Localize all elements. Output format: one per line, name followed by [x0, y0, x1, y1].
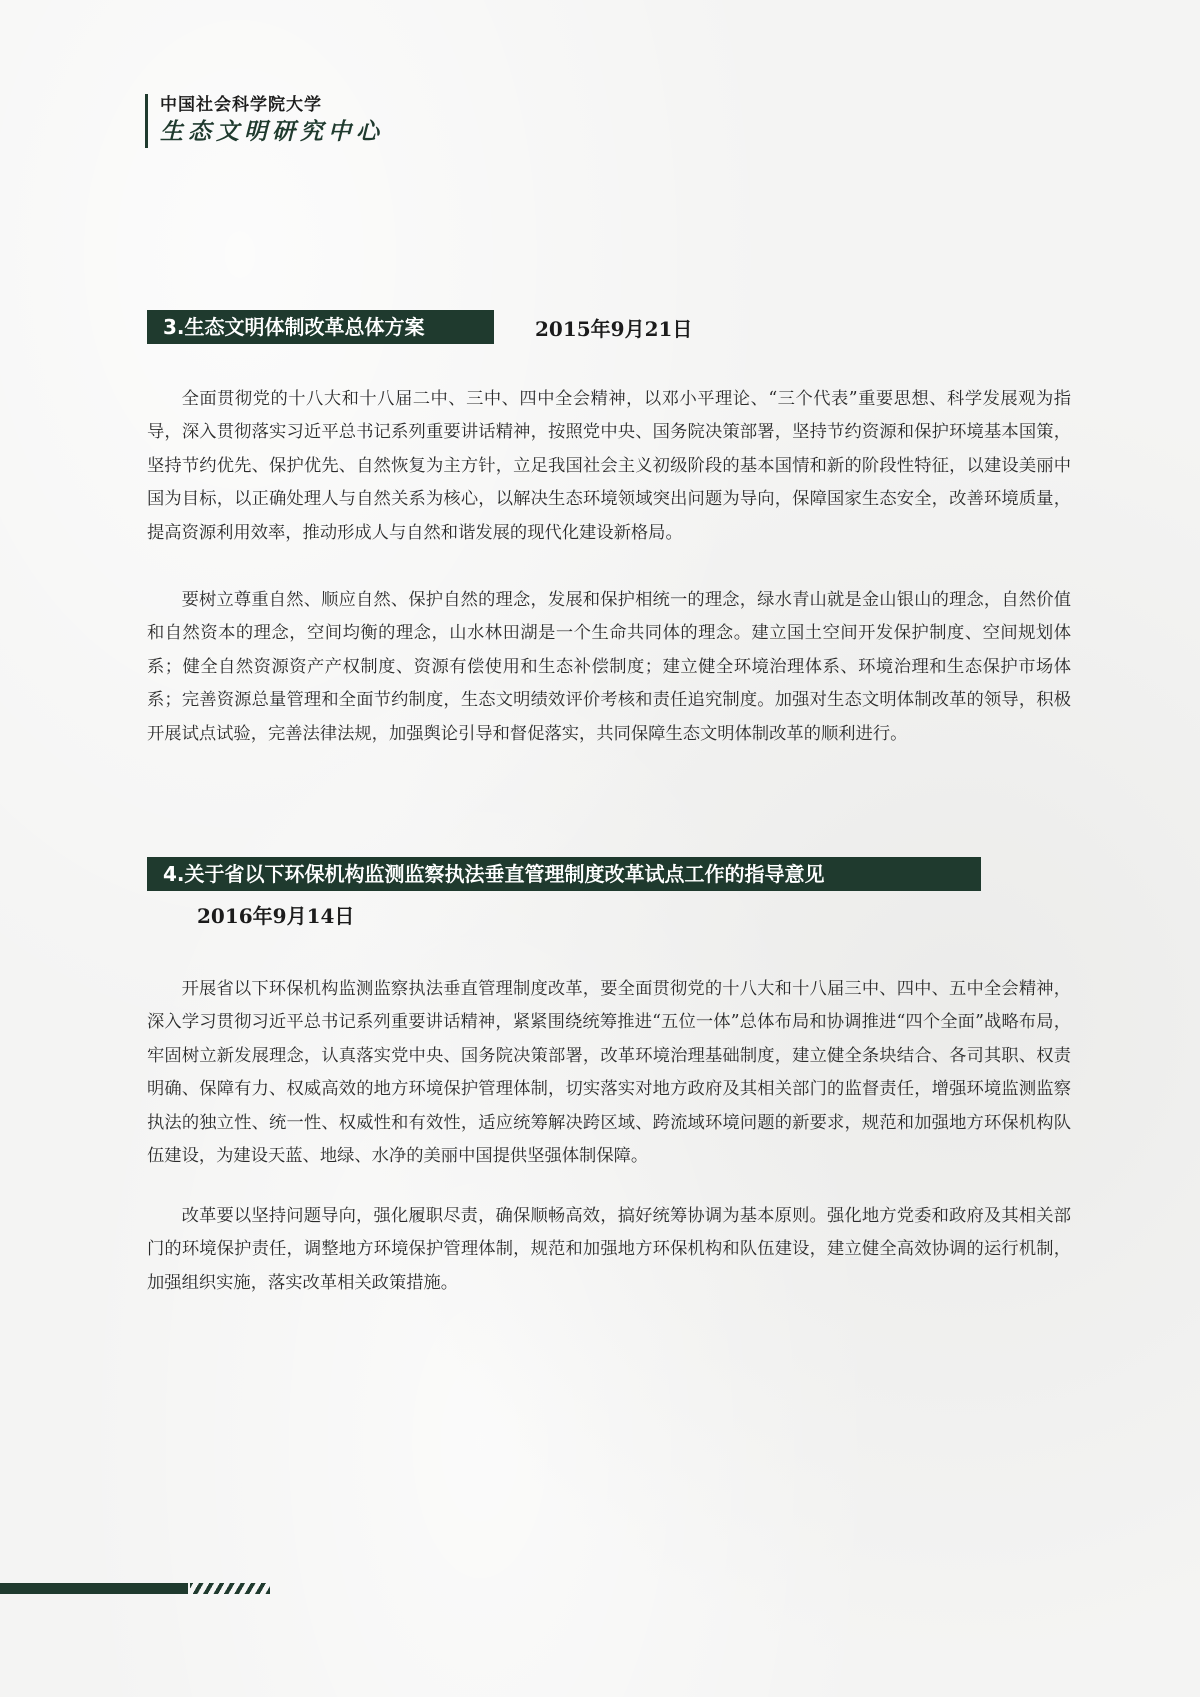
section-4-paragraph-1: 开展省以下环保机构监测监察执法垂直管理制度改革，要全面贯彻党的十八大和十八届三中、四中、五中全会精神，深入学习贯彻习近平总书记系列重要讲话精神，紧紧围绕统筹推进“五位一体”总体布局和协调推进“四个全面”战略布局，牢固树立新发展理念，认真落实党中央、国务院决策部署，改革环境治理基础制度，建立健全条块结合、各司其职、权责明确、保障有力、权威高效的地方环境保护管理体制，切实落实对地方政府及其相关部门的监督责任，增强环境监测监察执法的独立性、统一性、权威性和有效性，适应统筹解决跨区域、跨流域环境问题的新要求，规范和加强地方环保机构队伍建设，为建设天蓝、地绿、水净的美丽中国提供坚强体制保障。: [147, 979, 1071, 1167]
footer-bar: [0, 1583, 188, 1594]
section-4-paragraph-2: 改革要以坚持问题导向，强化履职尽责，确保顺畅高效，搞好统筹协调为基本原则。强化地方党委和政府及其相关部门的环境保护责任，调整地方环境保护管理体制，规范和加强地方环保机构和队伍建设，建立健全高效协调的运行机制，加强组织实施，落实改革相关政策措施。: [147, 1206, 1071, 1293]
center-name: 生态文明研究中心: [160, 118, 384, 145]
section-3-paragraph-1: 全面贯彻党的十八大和十八届二中、三中、四中全会精神，以邓小平理论、“三个代表”重要思想、科学发展观为指导，深入贯彻落实习近平总书记系列重要讲话精神，按照党中央、国务院决策部署，坚持节约资源和保护环境基本国策，坚持节约优先、保护优先、自然恢复为主方针，立足我国社会主义初级阶段的基本国情和新的阶段性特征，以建设美丽中国为目标，以正确处理人与自然关系为核心，以解决生态环境领域突出问题为导向，保障国家生态安全，改善环境质量，提高资源利用效率，推动形成人与自然和谐发展的现代化建设新格局。: [147, 389, 1071, 543]
footer-stripes: [190, 1583, 270, 1594]
section-3-title: 3.生态文明体制改革总体方案: [147, 310, 494, 344]
page-header: [145, 94, 384, 148]
section-4-date: 2016年9月14日: [197, 904, 355, 928]
section-3-paragraph-2: 要树立尊重自然、顺应自然、保护自然的理念，发展和保护相统一的理念，绿水青山就是金山银山的理念，自然价值和自然资本的理念，空间均衡的理念，山水林田湖是一个生命共同体的理念。建立国土空间开发保护制度、空间规划体系；健全自然资源资产产权制度、资源有偿使用和生态补偿制度；建立健全环境治理体系、环境治理和生态保护市场体系；完善资源总量管理和全面节约制度，生态文明绩效评价考核和责任追究制度。加强对生态文明体制改革的领导，积极开展试点试验，完善法律法规，加强舆论引导和督促落实，共同保障生态文明体制改革的顺利进行。: [147, 590, 1071, 744]
org-name: 中国社会科学院大学: [160, 95, 322, 115]
section-4-title: 4.关于省以下环保机构监测监察执法垂直管理制度改革试点工作的指导意见: [147, 857, 981, 891]
section-3-date: 2015年9月21日: [535, 317, 693, 341]
